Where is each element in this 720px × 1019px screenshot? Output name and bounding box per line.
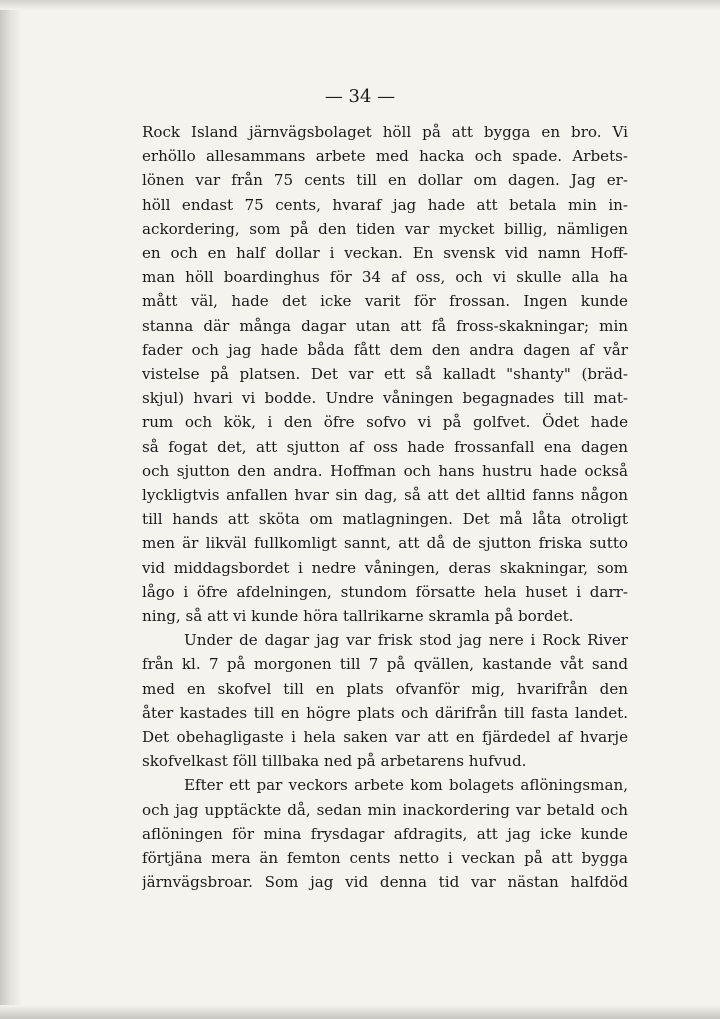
text-line: åter kastades till en högre plats och därifrån till fasta landet. [142, 703, 628, 722]
text-line: lönen var från 75 cents till en dollar om dagen. Jag er- [142, 171, 628, 190]
text-line: erhöllo allesammans arbete med hacka och spade. Arbets- [142, 147, 628, 166]
text-line: mått väl, hade det icke varit för frossan. Ingen kunde [142, 292, 628, 311]
text-line: skjul) hvari vi bodde. Undre våningen begagnades till mat- [142, 389, 628, 408]
text-line: järnvägsbroar. Som jag vid denna tid var nästan halfdöd [142, 873, 628, 892]
paragraph-start-line: Efter ett par veckors arbete kom bolagets aflöningsman, [184, 776, 628, 795]
text-line: och jag upptäckte då, sedan min inackordering var betald och [142, 800, 628, 819]
text-line: och sjutton den andra. Hoffman och hans hustru hade också [142, 461, 628, 480]
scan-shadow-top [0, 0, 720, 10]
text-line: med en skofvel till en plats ofvanför mig, hvarifrån den [142, 679, 628, 698]
text-line: lågo i öfre afdelningen, stundom försatte hela huset i darr- [142, 582, 628, 601]
paragraph-end-line: ning, så att vi kunde höra tallrikarne skramla på bordet. [142, 607, 574, 626]
text-line: aflöningen för mina frysdagar afdragits, att jag icke kunde [142, 824, 628, 843]
text-line: ackordering, som på den tiden var mycket billig, nämligen [142, 219, 628, 238]
text-line: till hands att sköta om matlagningen. Det må låta otroligt [142, 510, 628, 529]
text-line: fader och jag hade båda fått dem den andra dagen af vår [142, 340, 628, 359]
scan-shadow-bottom [0, 1005, 720, 1019]
text-line: vistelse på platsen. Det var ett så kalladt "shanty" (bräd- [142, 365, 628, 384]
text-line: en och en half dollar i veckan. En svensk vid namn Hoff- [142, 244, 628, 263]
text-line: Rock Island järnvägsbolaget höll på att bygga en bro. Vi [142, 123, 628, 141]
text-line: man höll boardinghus för 34 af oss, och vi skulle alla ha [142, 268, 628, 287]
text-line: rum och kök, i den öfre sofvo vi på golfvet. Ödet hade [142, 413, 628, 432]
text-line: stanna där många dagar utan att få fross-skakningar; min [142, 316, 628, 335]
paragraph-start-line: Under de dagar jag var frisk stod jag nere i Rock River [184, 631, 628, 650]
text-line: höll endast 75 cents, hvaraf jag hade att betala min in- [142, 195, 628, 214]
text-line: Det obehagligaste i hela saken var att en fjärdedel af hvarje [142, 728, 628, 747]
text-line: från kl. 7 på morgonen till 7 på qvällen, kastande våt sand [142, 655, 628, 674]
text-line: lyckligtvis anfallen hvar sin dag, så att det alltid fanns någon [142, 486, 628, 505]
text-line: vid middagsbordet i nedre våningen, deras skakningar, som [142, 558, 628, 577]
text-line: men är likväl fullkomligt sannt, att då de sjutton friska sutto [142, 534, 628, 553]
text-line: förtjäna mera än femton cents netto i veckan på att bygga [142, 849, 628, 868]
page-number: — 34 — [324, 86, 396, 107]
paragraph-end-line: skofvelkast föll tillbaka ned på arbetarens hufvud. [142, 752, 527, 771]
scan-shadow-left [0, 0, 22, 1019]
text-line: så fogat det, att sjutton af oss hade frossanfall ena dagen [142, 437, 628, 456]
body-text [142, 120, 628, 895]
